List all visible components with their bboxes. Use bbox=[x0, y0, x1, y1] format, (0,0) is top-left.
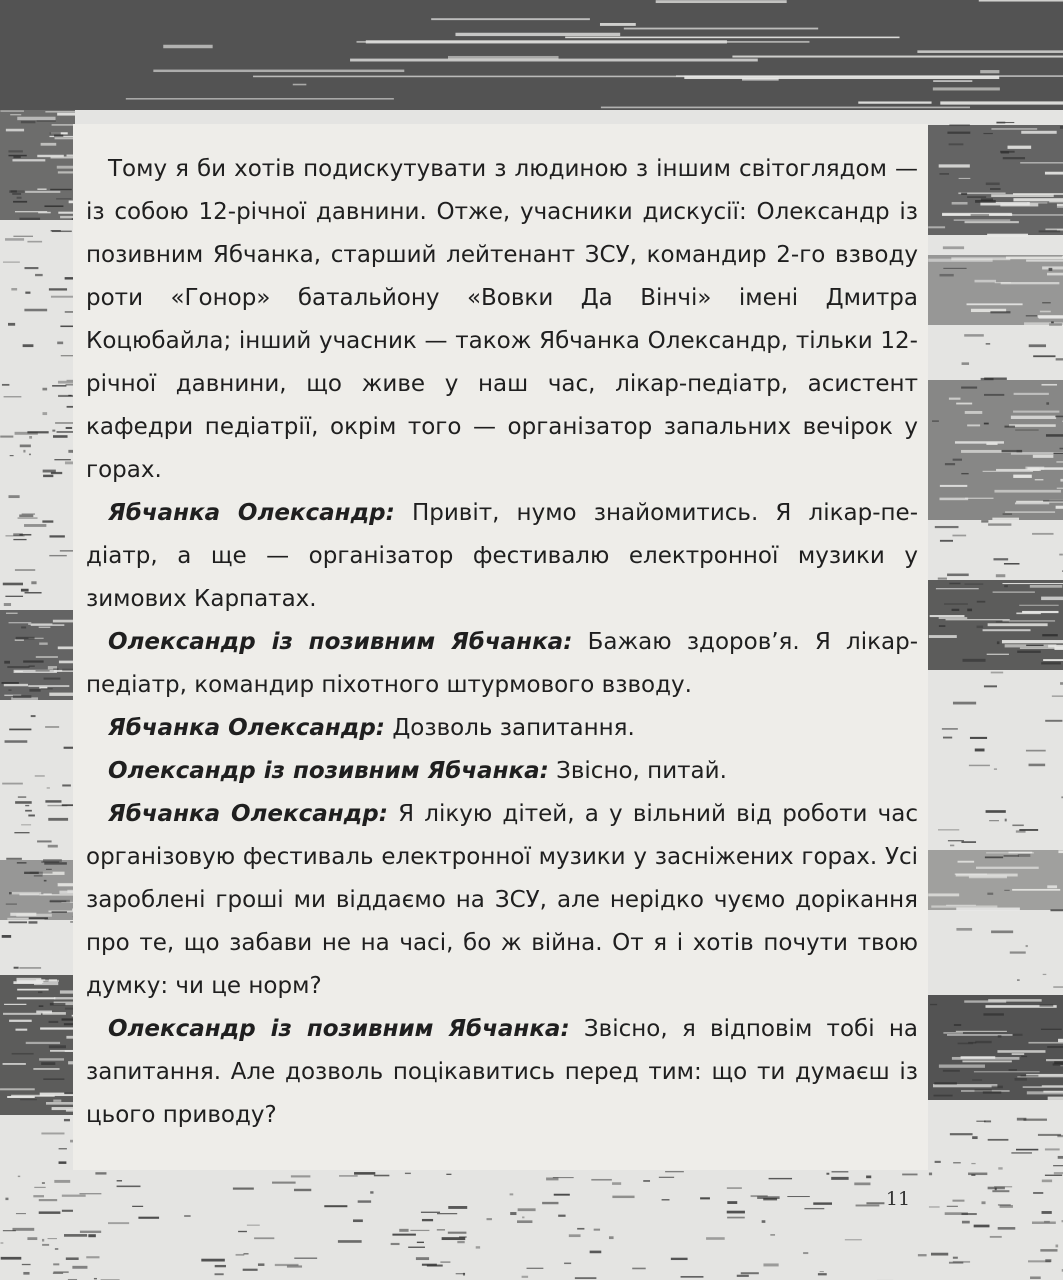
dialogue-line bbox=[86, 492, 918, 621]
dialogue-text: Дозволь запитання. bbox=[392, 715, 635, 741]
speaker-label: Ябчанка Олександр: bbox=[108, 801, 388, 827]
dialogue-line bbox=[86, 750, 918, 793]
paragraph-intro bbox=[86, 148, 918, 492]
dialogue-line bbox=[86, 793, 918, 1008]
speaker-label: Олександр із позивним Ябчанка: bbox=[108, 1016, 570, 1042]
speaker-label: Олександр із позивним Ябчанка: bbox=[108, 758, 549, 784]
speaker-label: Олександр із позивним Ябчанка: bbox=[108, 629, 573, 655]
paragraph-text: Тому я би хотів подискутувати з людиною з іншим світоглядом — із собою 12-річної давнини. Отже, учасники дискусії: Олександр із позивним Ябчанка, старший лейтенант ЗСУ, командир 2-го взводу роти «Гонор» батальйону «Вовки Да Вінчі» імені Дмитра Коцюбайла; інший учасник — також Ябчанка Олександр, тільки 12-річної давнини, що живе у наш час, лікар-педіатр, асистент кафедри педіатрії, окрім того — організатор запальних вечірок у горах. bbox=[86, 156, 918, 483]
page-number: 11 bbox=[885, 1188, 911, 1210]
dialogue-text: Привіт, нумо знайомитись. Я лікар-педіатр, а ще — організатор фестивалю електронної музики у зимових Карпатах. bbox=[86, 500, 918, 612]
dialogue-text: Я лікую дітей, а у вільний від роботи час організовую фестиваль електронної музики у засніжених горах. Усі зароблені гроші ми віддаємо на ЗСУ, але нерідко чуємо дорікання про те, що забави не на часі, бо ж війна. От я і хотів почути твою думку: чи це норм? bbox=[86, 801, 918, 999]
dialogue-line bbox=[86, 707, 918, 750]
speaker-label: Ябчанка Олександр: bbox=[108, 500, 395, 526]
dialogue-text: Звісно, я відповім тобі на запитання. Але дозволь поцікавитись перед тим: що ти думаєш із цього приводу? bbox=[86, 1016, 918, 1128]
dialogue-line bbox=[86, 1008, 918, 1137]
speaker-label: Ябчанка Олександр: bbox=[108, 715, 385, 741]
dialogue-text: Звісно, питай. bbox=[556, 758, 727, 784]
dialogue-line bbox=[86, 621, 918, 707]
article-body bbox=[86, 148, 918, 1137]
dialogue-text: Бажаю здоров’я. Я лікар-педіатр, командир піхотного штурмового взводу. bbox=[86, 629, 919, 698]
